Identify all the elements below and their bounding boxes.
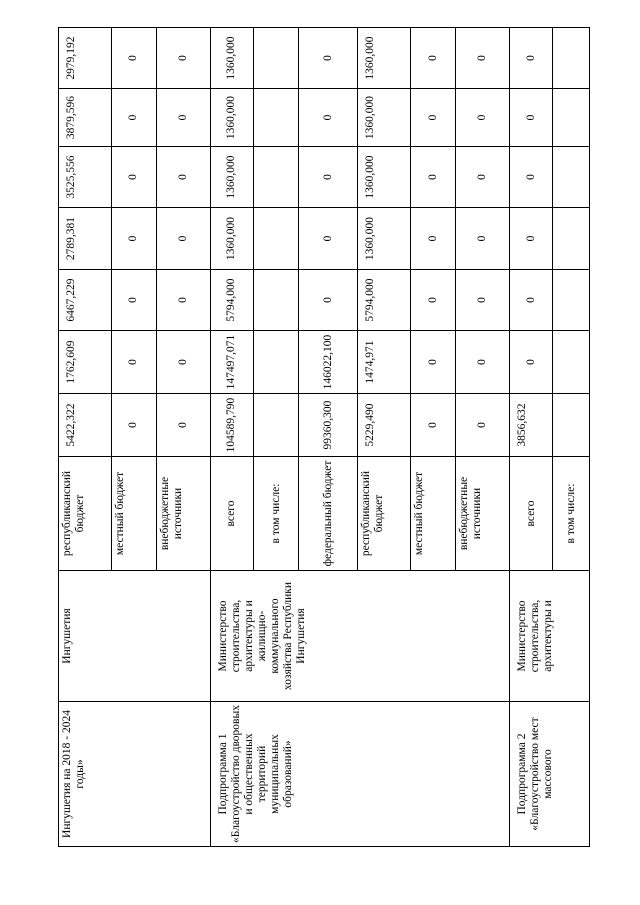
- value-cell: 0: [411, 208, 456, 270]
- value-cell: 1360,000: [358, 89, 411, 147]
- value-cell: [253, 208, 298, 270]
- value-cell: 3856,632: [510, 394, 553, 457]
- value-cell: 0: [299, 147, 358, 208]
- value-cell: [553, 208, 590, 270]
- value-cell: 0: [456, 394, 510, 457]
- value-cell: 5794,000: [210, 270, 253, 331]
- value-cell: 1360,000: [358, 208, 411, 270]
- source-cell: в том числе:: [553, 457, 590, 571]
- value-cell: 5229,490: [358, 394, 411, 457]
- value-cell: 0: [157, 208, 211, 270]
- executor-cell: Министерство строительства, архитектуры и: [510, 571, 590, 702]
- value-cell: 0: [157, 28, 211, 89]
- value-cell: 1762,609: [59, 331, 112, 394]
- value-cell: 5422,322: [59, 394, 112, 457]
- value-cell: 0: [111, 394, 156, 457]
- value-cell: 0: [111, 208, 156, 270]
- value-cell: 0: [111, 331, 156, 394]
- value-cell: 0: [411, 270, 456, 331]
- value-cell: 0: [157, 147, 211, 208]
- program-cell: Ингушетия на 2018 - 2024 годы»: [59, 702, 211, 847]
- program-cell: Подпрограмма 1 «Благоустройство дворовых и общественных территорий муниципальных образований»: [210, 702, 509, 847]
- value-cell: [253, 28, 298, 89]
- value-cell: 0: [510, 89, 553, 147]
- value-cell: 0: [510, 270, 553, 331]
- value-cell: 0: [157, 89, 211, 147]
- value-cell: 3525,556: [59, 147, 112, 208]
- value-cell: 147497,071: [210, 331, 253, 394]
- source-cell: внебюджетные источники: [456, 457, 510, 571]
- value-cell: 0: [510, 28, 553, 89]
- value-cell: 0: [411, 331, 456, 394]
- source-cell: республиканский бюджет: [358, 457, 411, 571]
- value-cell: [253, 147, 298, 208]
- value-cell: 0: [456, 208, 510, 270]
- value-cell: [553, 28, 590, 89]
- value-cell: 1360,000: [210, 28, 253, 89]
- value-cell: 6467,229: [59, 270, 112, 331]
- value-cell: 2979,192: [59, 28, 112, 89]
- table-row: [59, 28, 112, 847]
- value-cell: 0: [510, 331, 553, 394]
- value-cell: 5794,000: [358, 270, 411, 331]
- source-cell: федеральный бюджет: [299, 457, 358, 571]
- value-cell: 0: [456, 331, 510, 394]
- value-cell: [553, 331, 590, 394]
- table-row: [210, 28, 253, 847]
- value-cell: [253, 331, 298, 394]
- value-cell: 0: [299, 28, 358, 89]
- source-cell: республиканский бюджет: [59, 457, 112, 571]
- value-cell: [253, 270, 298, 331]
- value-cell: 0: [456, 147, 510, 208]
- value-cell: 0: [411, 28, 456, 89]
- value-cell: [553, 147, 590, 208]
- value-cell: 104589,790: [210, 394, 253, 457]
- table-row: [510, 28, 553, 847]
- value-cell: 0: [157, 331, 211, 394]
- program-cell: Подпрограмма 2 «Благоустройство мест массового: [510, 702, 590, 847]
- value-cell: 0: [411, 89, 456, 147]
- value-cell: [253, 394, 298, 457]
- value-cell: 0: [157, 394, 211, 457]
- value-cell: 1360,000: [210, 89, 253, 147]
- value-cell: [553, 89, 590, 147]
- value-cell: [553, 394, 590, 457]
- value-cell: 1360,000: [210, 147, 253, 208]
- rotated-table-wrapper: [58, 28, 590, 847]
- value-cell: 0: [111, 270, 156, 331]
- value-cell: 0: [299, 89, 358, 147]
- value-cell: 1474,971: [358, 331, 411, 394]
- value-cell: 0: [411, 394, 456, 457]
- value-cell: 0: [510, 147, 553, 208]
- value-cell: 0: [111, 89, 156, 147]
- source-cell: всего: [210, 457, 253, 571]
- source-cell: всего: [510, 457, 553, 571]
- source-cell: местный бюджет: [411, 457, 456, 571]
- value-cell: 0: [510, 208, 553, 270]
- value-cell: 1360,000: [210, 208, 253, 270]
- executor-cell: Министерство строительства, архитектуры и жилищно-коммунального хозяйства Республики Ингушетия: [210, 571, 509, 702]
- value-cell: 0: [299, 208, 358, 270]
- value-cell: 99360,300: [299, 394, 358, 457]
- value-cell: 2789,381: [59, 208, 112, 270]
- budget-table: [58, 27, 590, 847]
- value-cell: 0: [456, 270, 510, 331]
- value-cell: 146022,100: [299, 331, 358, 394]
- value-cell: 0: [299, 270, 358, 331]
- source-cell: внебюджетные источники: [157, 457, 211, 571]
- value-cell: 0: [411, 147, 456, 208]
- value-cell: 0: [456, 28, 510, 89]
- source-cell: местный бюджет: [111, 457, 156, 571]
- value-cell: 0: [157, 270, 211, 331]
- value-cell: 1360,000: [358, 147, 411, 208]
- source-cell: в том числе:: [253, 457, 298, 571]
- value-cell: [253, 89, 298, 147]
- value-cell: 0: [111, 147, 156, 208]
- value-cell: 0: [456, 89, 510, 147]
- executor-cell: Ингушетия: [59, 571, 211, 702]
- value-cell: 0: [111, 28, 156, 89]
- value-cell: [553, 270, 590, 331]
- value-cell: 1360,000: [358, 28, 411, 89]
- value-cell: 3879,596: [59, 89, 112, 147]
